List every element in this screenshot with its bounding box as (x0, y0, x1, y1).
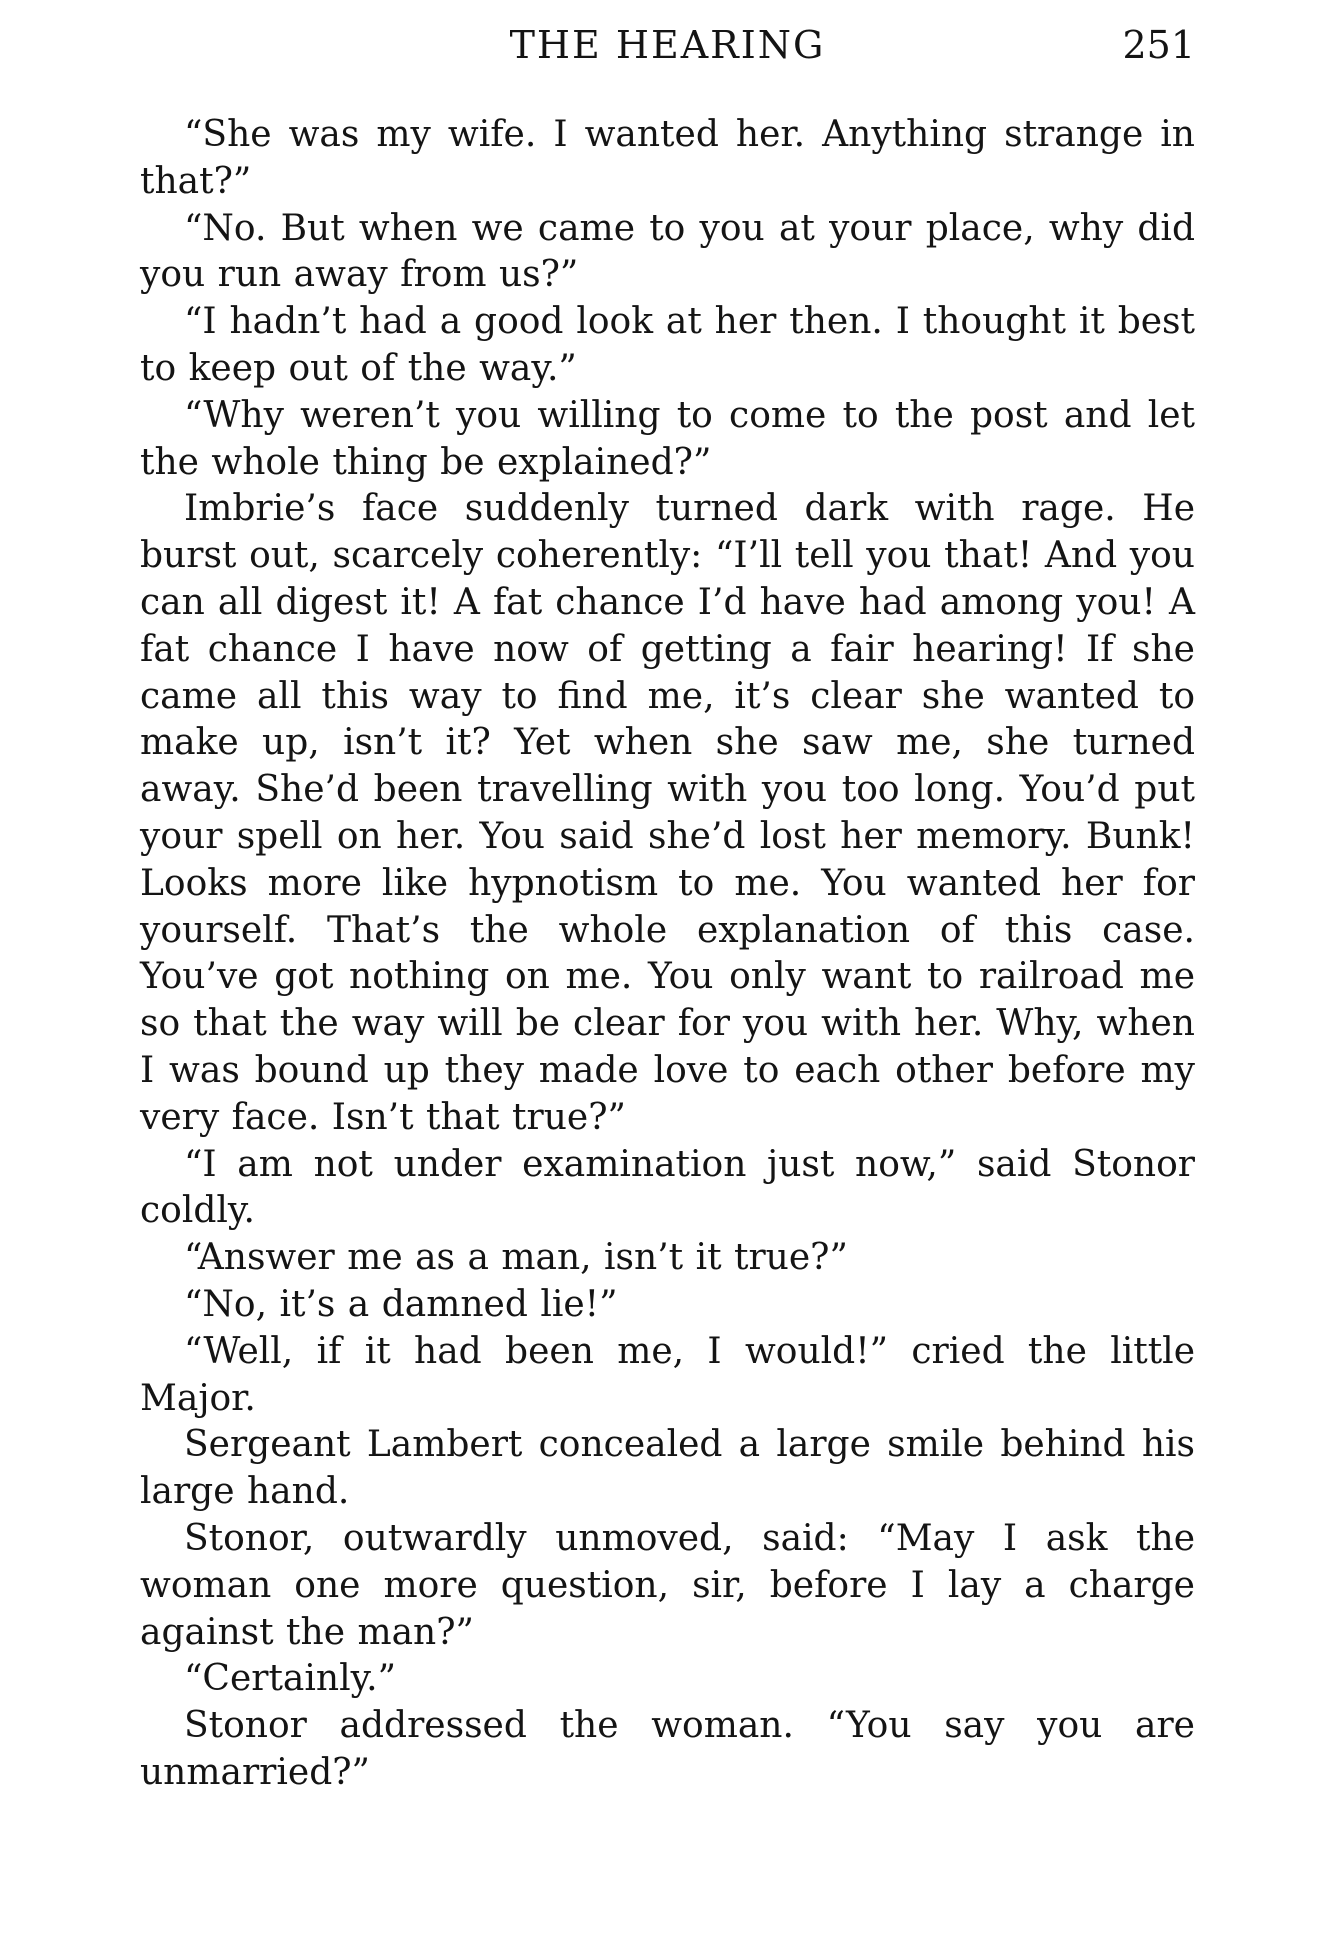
paragraph: Imbrie’s face suddenly turned dark with rage. He burst out, scarcely coherently: “I’ll tell you that! And you can all digest it! A fat chance I’d have had among you! A fat chance I have now of getting a fair hearing! If she came all this way to find me, it’s clear she wanted to make up, isn’t it? Yet when she saw me, she turned away. She’d been travelling with you too long. You’d put your spell on her. You said she’d lost her memory. Bunk! Looks more like hypnotism to me. You wanted her for yourself. That’s the whole explanation of this case. You’ve got nothing on me. You only want to railroad me so that the way will be clear for you with her. Why, when I was bound up they made love to each other before my very face. Isn’t that true?” (140, 488, 1195, 1138)
paragraph: Stonor addressed the woman. “You say you are unmarried?” (140, 1705, 1195, 1793)
chapter-title: THE HEARING (509, 23, 826, 67)
running-header (140, 18, 1195, 72)
paragraph: “I am not under examination just now,” said Stonor coldly. (140, 1143, 1195, 1232)
paragraph: “Answer me as a man, isn’t it true?” (184, 1237, 848, 1279)
paragraph: “No, it’s a damned lie!” (184, 1283, 618, 1325)
paragraph: “Why weren’t you willing to come to the post and let the whole thing be explained?” (140, 394, 1195, 483)
paragraph: “Well, if it had been me, I would!” cried the little Major. (140, 1330, 1195, 1419)
paragraph: “She was my wife. I wanted her. Anything strange in that?” (140, 114, 1195, 202)
paragraph: Sergeant Lambert concealed a large smile behind his large hand. (140, 1424, 1195, 1513)
paragraph: “I hadn’t had a good look at her then. I thought it best to keep out of the way.” (140, 301, 1195, 389)
paragraph: “No. But when we came to you at your place, why did you run away from us?” (140, 207, 1195, 296)
page-number: 251 (1122, 23, 1195, 67)
paragraph: “Certainly.” (184, 1658, 397, 1700)
paragraph: Stonor, outwardly unmoved, said: “May I ask the woman one more question, sir, before I lay a charge against the man?” (140, 1517, 1195, 1653)
body-text (140, 112, 1195, 1862)
